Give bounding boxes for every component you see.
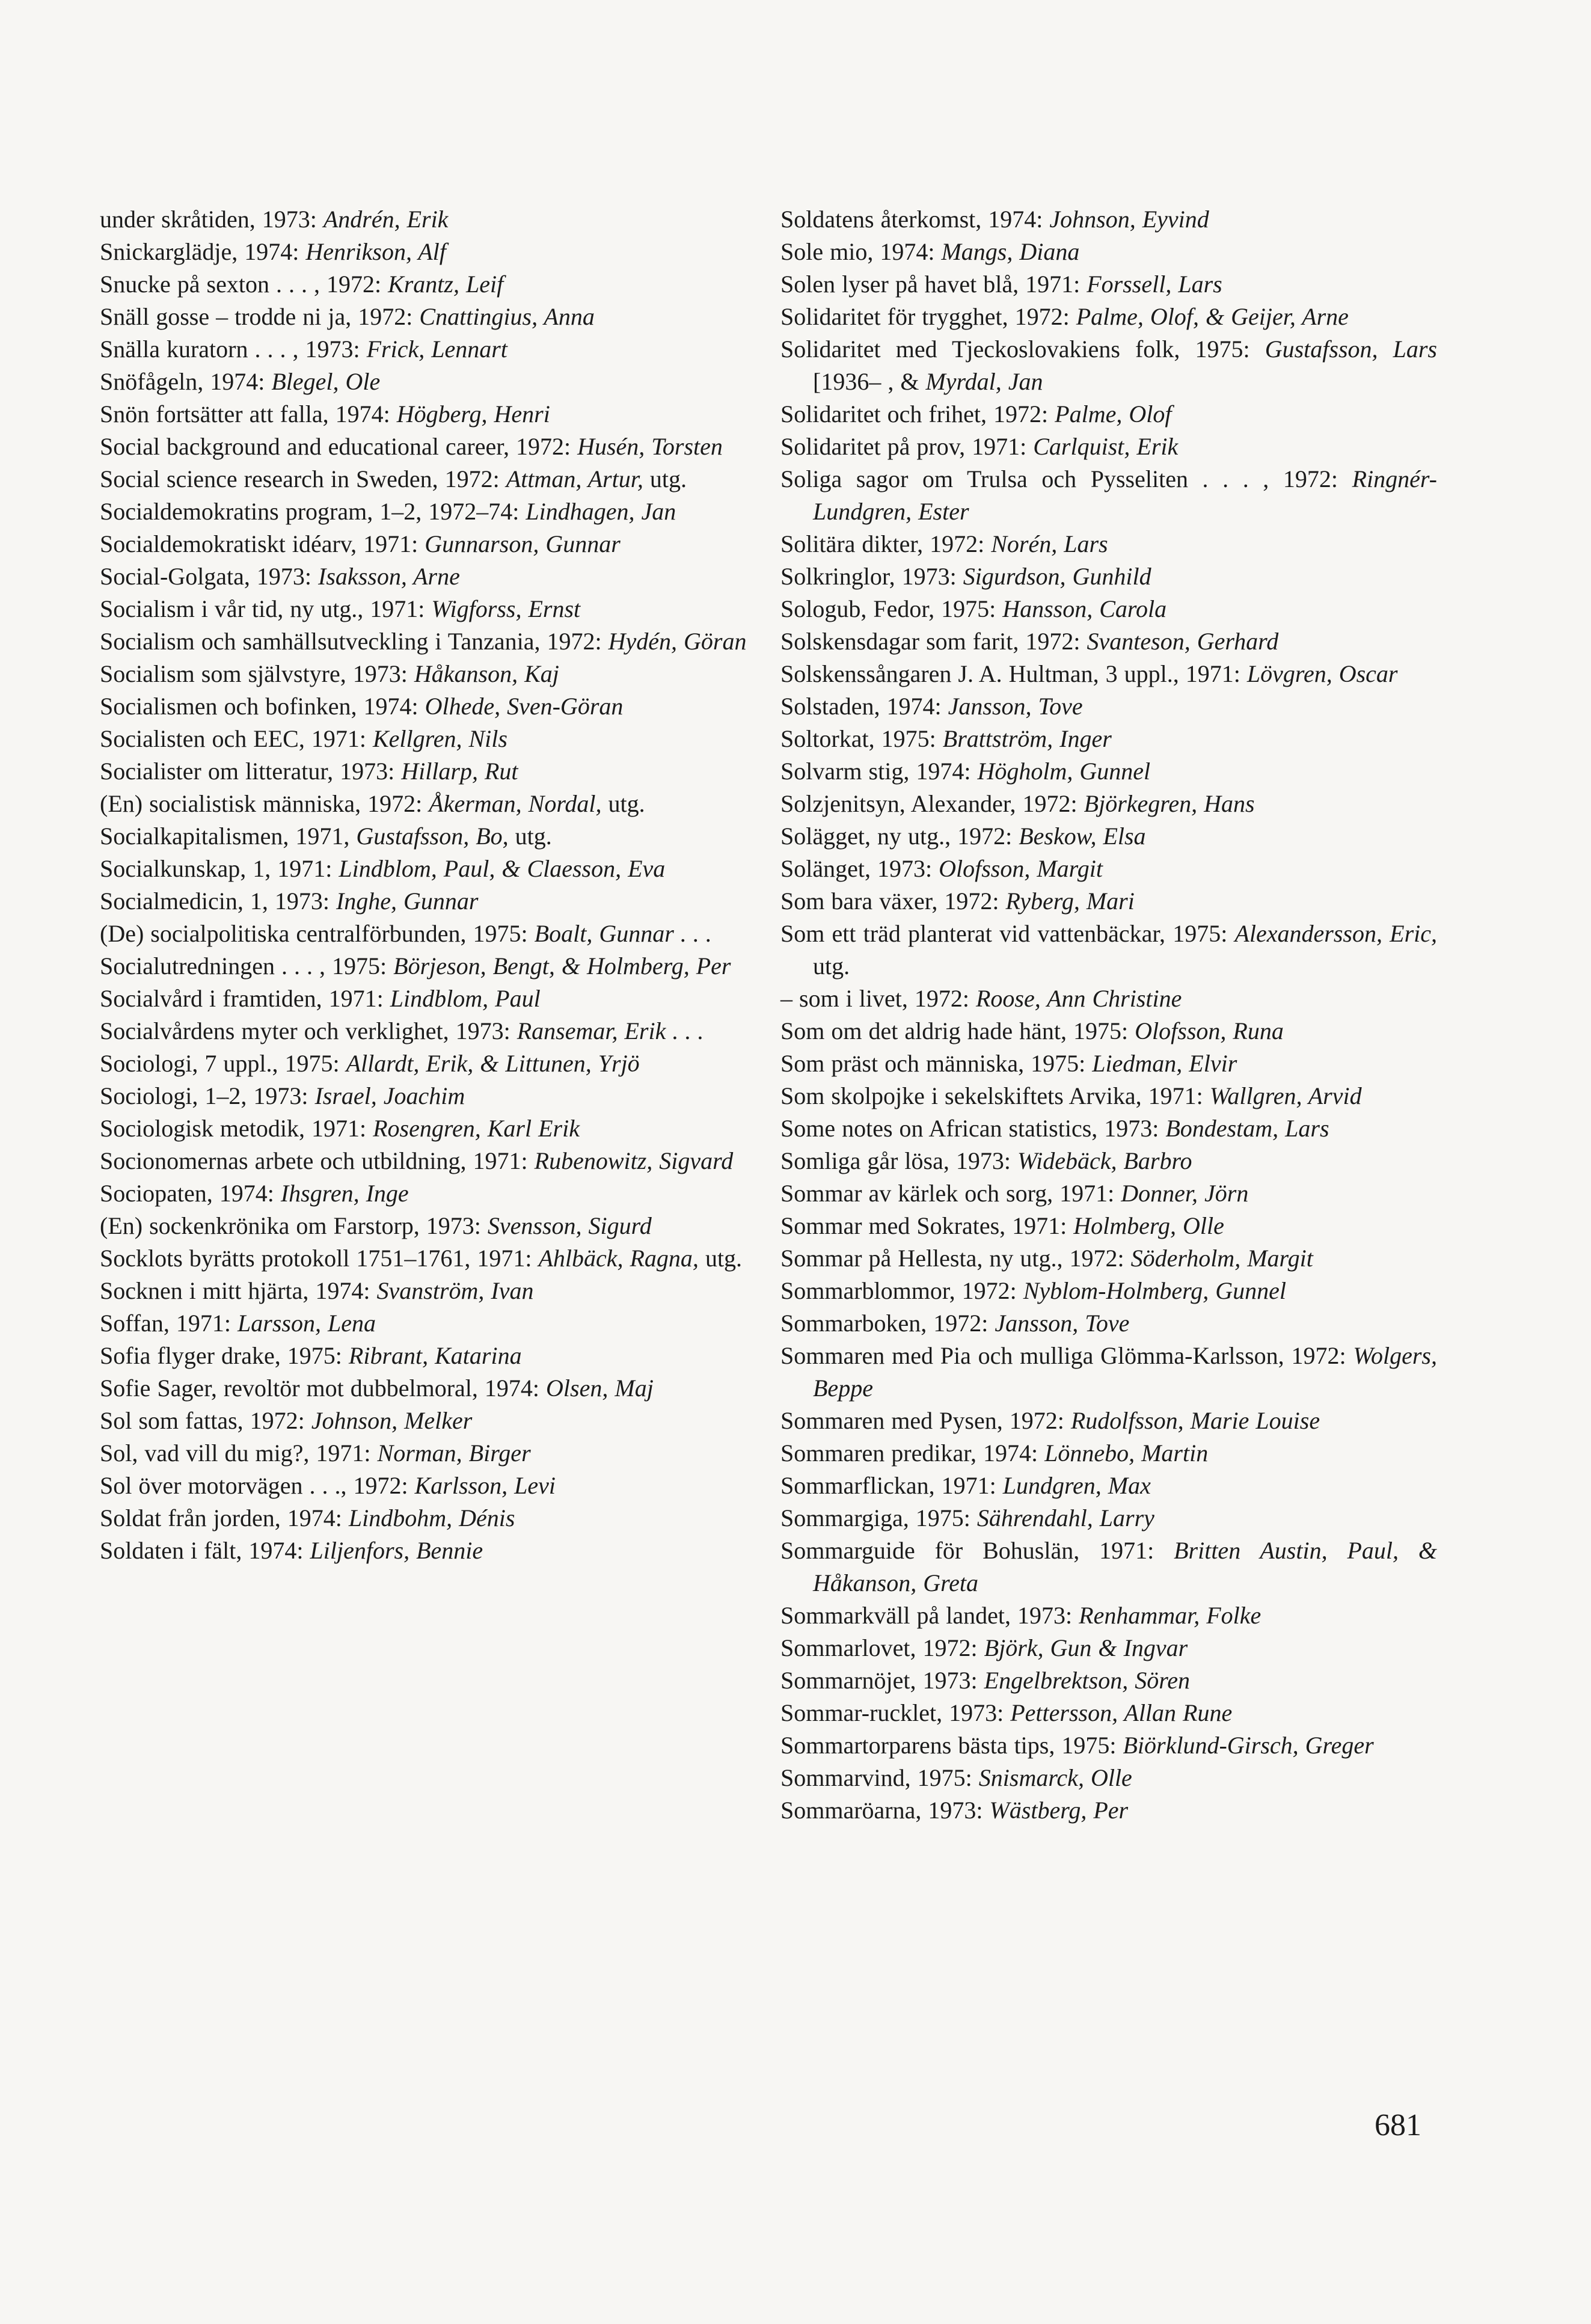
index-entry [100, 1307, 756, 1340]
index-entry [100, 1437, 756, 1470]
entry-author: Engelbrektson, Sören [984, 1667, 1191, 1694]
index-entry [780, 983, 1437, 1015]
entry-author: Hillarp, Rut [401, 758, 518, 785]
index-entry [780, 690, 1437, 723]
entry-title: Sociopaten, 1974: [100, 1180, 281, 1207]
entry-author: Ryberg, Mari [1005, 888, 1135, 915]
entry-author: Ringnér-Lundgren, Ester [813, 465, 1437, 525]
entry-author: Sigurdson, Gunhild [963, 563, 1151, 590]
index-entry [780, 301, 1437, 333]
entry-title: Socialkunskap, 1, 1971: [100, 855, 339, 882]
entry-author: Olofsson, Margit [939, 855, 1103, 882]
index-entry [100, 918, 756, 950]
entry-title: Sommaren predikar, 1974: [780, 1439, 1045, 1467]
index-entry [780, 1470, 1437, 1502]
entry-title: Sommaren med Pia och mulliga Glömma-Karlsson, 1972: [780, 1342, 1353, 1369]
index-entry [100, 1470, 756, 1502]
index-entry [100, 1080, 756, 1112]
entry-author: Bondestam, Lars [1165, 1115, 1329, 1142]
entry-title: Sole mio, 1974: [780, 238, 942, 265]
entry-title: Sommar av kärlek och sorg, 1971: [780, 1180, 1121, 1207]
entry-author: Snismarck, Olle [978, 1764, 1132, 1791]
entry-author: Myrdal, Jan [925, 368, 1043, 395]
entry-title: Some notes on African statistics, 1973: [780, 1115, 1166, 1142]
index-entry [780, 1047, 1437, 1080]
entry-title: Sommarflickan, 1971: [780, 1472, 1003, 1499]
index-entry [780, 1599, 1437, 1632]
entry-author: Jansson, Tove [948, 693, 1083, 720]
entry-title: Sommar på Hellesta, ny utg., 1972: [780, 1245, 1131, 1272]
entry-title: Socknen i mitt hjärta, 1974: [100, 1277, 377, 1304]
entry-author: Lindblom, Paul [390, 985, 541, 1012]
entry-title: Soltorkat, 1975: [780, 725, 943, 752]
entry-title: Socialism som självstyre, 1973: [100, 660, 414, 687]
entry-author: Ahlbäck, Ragna, [538, 1245, 699, 1272]
entry-author: Högberg, Henri [396, 400, 550, 428]
index-entry [100, 431, 756, 463]
index-entry [100, 788, 756, 820]
index-entry [100, 690, 756, 723]
entry-title: Socialvård i framtiden, 1971: [100, 985, 390, 1012]
entry-title: Som ett träd planterat vid vattenbäckar, 1975: [780, 920, 1235, 947]
index-entry [780, 1145, 1437, 1177]
index-entry [100, 755, 756, 788]
entry-author: Ransemar, Erik . . . [517, 1017, 704, 1044]
entry-author: Åkerman, Nordal, [429, 790, 602, 817]
index-entry [100, 398, 756, 431]
entry-title: Sofia flyger drake, 1975: [100, 1342, 349, 1369]
entry-author: Britten Austin, Paul, & Håkanson, Greta [813, 1537, 1437, 1596]
index-entry [100, 528, 756, 560]
index-entry [100, 853, 756, 885]
entry-author: Wigforss, Ernst [431, 595, 581, 622]
entry-author: Wästberg, Per [989, 1797, 1129, 1824]
entry-title: Socialism och samhällsutveckling i Tanzania, 1972: [100, 628, 609, 655]
index-entry [780, 658, 1437, 690]
entry-author: Isaksson, Arne [318, 563, 460, 590]
entry-author: Brattström, Inger [942, 725, 1112, 752]
index-entry [100, 1340, 756, 1372]
index-entry [780, 1729, 1437, 1762]
entry-title: Soliga sagor om Trulsa och Pysseliten . . . , 1972: [780, 465, 1352, 492]
entry-author: Lönnebo, Martin [1044, 1439, 1209, 1467]
entry-title: Snön fortsätter att falla, 1974: [100, 400, 397, 428]
index-entry [780, 268, 1437, 301]
entry-author: Attman, Artur, [506, 465, 643, 492]
entry-title: Socialdemokratins program, 1–2, 1972–74: [100, 498, 526, 525]
entry-author: Rosengren, Karl Erik [373, 1115, 580, 1142]
entry-title: Solidaritet med Tjeckoslovakiens folk, 1975: [780, 336, 1265, 363]
entry-author: Forssell, Lars [1087, 271, 1222, 298]
entry-author: Renhammar, Folke [1079, 1602, 1261, 1629]
entry-author: Börjeson, Bengt, & Holmberg, Per [393, 952, 731, 980]
index-entry [780, 1307, 1437, 1340]
entry-title: Social science research in Sweden, 1972: [100, 465, 506, 492]
entry-title: Sol över motorvägen . . ., 1972: [100, 1472, 415, 1499]
entry-author: Inghe, Gunnar [336, 888, 479, 915]
entry-author: Söderholm, Margit [1130, 1245, 1313, 1272]
entry-title: Solidaritet och frihet, 1972: [780, 400, 1055, 428]
entry-author: Johnson, Eyvind [1049, 206, 1209, 233]
index-column-left [100, 203, 756, 1567]
entry-author: Gustafsson, Bo, [356, 823, 509, 850]
index-entry [100, 1145, 756, 1177]
entry-author: Allardt, Erik, & Littunen, Yrjö [346, 1050, 640, 1077]
index-entry [100, 560, 756, 593]
entry-author: Krantz, Leif [388, 271, 504, 298]
entry-title: Sommarvind, 1975: [780, 1764, 979, 1791]
entry-author: Håkanson, Kaj [414, 660, 559, 687]
entry-author: Ribrant, Katarina [348, 1342, 522, 1369]
entry-author: Wallgren, Arvid [1209, 1082, 1362, 1109]
entry-title: (En) socialistisk människa, 1972: [100, 790, 429, 817]
entry-author: Kellgren, Nils [372, 725, 507, 752]
index-entry [780, 1632, 1437, 1664]
entry-title: – som i livet, 1972: [780, 985, 976, 1012]
index-entry [780, 1762, 1437, 1794]
index-entry [780, 1177, 1437, 1210]
entry-author: Hansson, Carola [1002, 595, 1167, 622]
entry-title: Sociologi, 7 uppl., 1975: [100, 1050, 346, 1077]
entry-author: Johnson, Melker [311, 1407, 473, 1434]
index-entry [780, 236, 1437, 268]
index-entry [780, 1080, 1437, 1112]
index-entry [780, 1664, 1437, 1697]
index-entry [780, 1275, 1437, 1307]
entry-suffix: utg. [508, 823, 552, 850]
entry-author: Rudolfsson, Marie Louise [1070, 1407, 1320, 1434]
entry-title: Socialutredningen . . . , 1975: [100, 952, 394, 980]
entry-title: Sol som fattas, 1972: [100, 1407, 311, 1434]
entry-title: Socialdemokratiskt idéarv, 1971: [100, 530, 425, 557]
index-entry [780, 625, 1437, 658]
entry-author: Norén, Lars [991, 530, 1108, 557]
entry-author: Gunnarson, Gunnar [425, 530, 621, 557]
entry-title: Sologub, Fedor, 1975: [780, 595, 1003, 622]
entry-author: Husén, Torsten [577, 433, 723, 460]
entry-title: Solägget, ny utg., 1972: [780, 823, 1019, 850]
entry-suffix: utg. [601, 790, 645, 817]
entry-title: under skråtiden, 1973: [100, 206, 323, 233]
entry-author: Wolgers, Beppe [813, 1342, 1437, 1402]
index-entry [100, 1275, 756, 1307]
index-entry [100, 463, 756, 495]
entry-author: Karlsson, Levi [414, 1472, 556, 1499]
index-entry [100, 625, 756, 658]
entry-title: Sol, vad vill du mig?, 1971: [100, 1439, 378, 1467]
entry-author: Henrikson, Alf [305, 238, 446, 265]
entry-author: Gustafsson, Lars [1265, 336, 1437, 363]
index-entry [780, 463, 1437, 528]
entry-author: Donner, Jörn [1121, 1180, 1249, 1207]
entry-title: Som bara växer, 1972: [780, 888, 1006, 915]
entry-author: Holmberg, Olle [1073, 1212, 1224, 1239]
entry-suffix: utg. [813, 952, 850, 980]
index-entry [780, 1697, 1437, 1729]
entry-author: Högholm, Gunnel [977, 758, 1151, 785]
entry-title: Socialkapitalismen, 1971, [100, 823, 357, 850]
index-entry [780, 723, 1437, 755]
index-entry [100, 203, 756, 236]
index-column-right [780, 203, 1437, 1827]
index-entry [780, 1210, 1437, 1242]
entry-title: Sommarblommor, 1972: [780, 1277, 1023, 1304]
entry-title: Sommarkväll på landet, 1973: [780, 1602, 1079, 1629]
index-entry [780, 1242, 1437, 1275]
index-entry [100, 723, 756, 755]
entry-author: Andrén, Erik [323, 206, 449, 233]
index-entry [100, 236, 756, 268]
index-entry [780, 1340, 1437, 1405]
entry-author: Widebäck, Barbro [1017, 1147, 1192, 1174]
index-entry [100, 1535, 756, 1567]
index-entry [100, 885, 756, 918]
entry-author: Lindbohm, Dénis [348, 1504, 515, 1531]
entry-author: Pettersson, Allan Rune [1010, 1699, 1233, 1726]
index-entry [780, 1112, 1437, 1145]
index-entry [100, 950, 756, 983]
entry-title: Socialvårdens myter och verklighet, 1973: [100, 1017, 517, 1044]
entry-title: Snöfågeln, 1974: [100, 368, 272, 395]
entry-author: Björk, Gun & Ingvar [984, 1634, 1188, 1661]
entry-author: Biörklund-Girsch, Greger [1123, 1732, 1374, 1759]
index-entry [780, 885, 1437, 918]
entry-note: [1936– , & [813, 368, 926, 395]
index-entry [100, 1112, 756, 1145]
entry-title: Som om det aldrig hade hänt, 1975: [780, 1017, 1135, 1044]
entry-title: Solvarm stig, 1974: [780, 758, 978, 785]
index-entry [780, 1794, 1437, 1827]
entry-title: (En) sockenkrönika om Farstorp, 1973: [100, 1212, 488, 1239]
index-entry [100, 593, 756, 625]
entry-author: Israel, Joachim [314, 1082, 465, 1109]
entry-title: Snälla kuratorn . . . , 1973: [100, 336, 367, 363]
index-entry [100, 1405, 756, 1437]
entry-title: Sommarguide för Bohuslän, 1971: [780, 1537, 1174, 1564]
index-entry [100, 495, 756, 528]
index-entry [780, 1502, 1437, 1535]
entry-suffix: utg. [643, 465, 687, 492]
entry-author: Svanström, Ivan [376, 1277, 534, 1304]
entry-author: Nyblom-Holmberg, Gunnel [1023, 1277, 1286, 1304]
index-entry [780, 333, 1437, 398]
index-entry [780, 1437, 1437, 1470]
entry-title: Sommartorparens bästa tips, 1975: [780, 1732, 1123, 1759]
entry-title: Som präst och människa, 1975: [780, 1050, 1093, 1077]
entry-title: Solzjenitsyn, Alexander, 1972: [780, 790, 1084, 817]
index-entry [780, 398, 1437, 431]
entry-title: Snucke på sexton . . . , 1972: [100, 271, 388, 298]
entry-author: Hydén, Göran [608, 628, 747, 655]
entry-author: Olsen, Maj [546, 1375, 654, 1402]
index-entry [100, 301, 756, 333]
entry-title: Somliga går lösa, 1973: [780, 1147, 1017, 1174]
entry-author: Palme, Olof [1055, 400, 1172, 428]
entry-title: Sommarnöjet, 1973: [780, 1667, 984, 1694]
entry-title: Snickarglädje, 1974: [100, 238, 306, 265]
entry-title: Socialisten och EEC, 1971: [100, 725, 373, 752]
entry-title: Solkringlor, 1973: [780, 563, 963, 590]
entry-author: Lindhagen, Jan [526, 498, 676, 525]
entry-title: Solstaden, 1974: [780, 693, 948, 720]
entry-title: Socialism i vår tid, ny utg., 1971: [100, 595, 432, 622]
entry-author: Liljenfors, Bennie [310, 1537, 483, 1564]
entry-title: Solskenssångaren J. A. Hultman, 3 uppl., 1971: [780, 660, 1247, 687]
entry-author: Mangs, Diana [941, 238, 1080, 265]
entry-author: Norman, Birger [377, 1439, 531, 1467]
entry-title: Soldaten i fält, 1974: [100, 1537, 310, 1564]
index-entry [100, 1177, 756, 1210]
index-entry [780, 431, 1437, 463]
index-entry [100, 983, 756, 1015]
index-entry [780, 1405, 1437, 1437]
index-entry [780, 560, 1437, 593]
entry-title: Sofie Sager, revoltör mot dubbelmoral, 1974: [100, 1375, 547, 1402]
entry-title: Sommar med Sokrates, 1971: [780, 1212, 1074, 1239]
entry-author: Beskow, Elsa [1019, 823, 1146, 850]
entry-author: Liedman, Elvir [1092, 1050, 1237, 1077]
entry-title: Solen lyser på havet blå, 1971: [780, 271, 1087, 298]
index-entry [780, 853, 1437, 885]
index-entry [100, 268, 756, 301]
entry-title: Sommargiga, 1975: [780, 1504, 977, 1531]
entry-title: Solänget, 1973: [780, 855, 939, 882]
entry-author: Palme, Olof, & Geijer, Arne [1076, 303, 1349, 330]
index-entry [780, 755, 1437, 788]
entry-title: Soffan, 1971: [100, 1310, 238, 1337]
entry-author: Jansson, Tove [995, 1310, 1130, 1337]
index-entry [780, 593, 1437, 625]
entry-title: Socklots byrätts protokoll 1751–1761, 1971: [100, 1245, 539, 1272]
index-entry [100, 1047, 756, 1080]
entry-title: Sommaröarna, 1973: [780, 1797, 990, 1824]
entry-title: Socialmedicin, 1, 1973: [100, 888, 336, 915]
index-entry [100, 1242, 756, 1275]
index-entry [780, 788, 1437, 820]
entry-title: Solitära dikter, 1972: [780, 530, 992, 557]
entry-suffix: utg. [698, 1245, 743, 1272]
entry-author: Rubenowitz, Sigvard [534, 1147, 734, 1174]
entry-title: Sommaren med Pysen, 1972: [780, 1407, 1071, 1434]
entry-title: Sommarlovet, 1972: [780, 1634, 984, 1661]
index-entry [780, 918, 1437, 983]
entry-title: Som skolpojke i sekelskiftets Arvika, 1971: [780, 1082, 1210, 1109]
entry-title: Solidaritet på prov, 1971: [780, 433, 1034, 460]
entry-title: Solskensdagar som farit, 1972: [780, 628, 1087, 655]
index-entry [100, 366, 756, 398]
entry-title: Social-Golgata, 1973: [100, 563, 319, 590]
entry-author: Björkegren, Hans [1084, 790, 1255, 817]
entry-author: Lundgren, Max [1002, 1472, 1151, 1499]
index-entry [780, 203, 1437, 236]
entry-author: Blegel, Ole [271, 368, 381, 395]
entry-title: Sommarboken, 1972: [780, 1310, 995, 1337]
index-entry [780, 1015, 1437, 1047]
entry-title: Socialister om litteratur, 1973: [100, 758, 402, 785]
entry-author: Svensson, Sigurd [487, 1212, 652, 1239]
entry-author: Olhede, Sven-Göran [425, 693, 624, 720]
index-entry [100, 820, 756, 853]
entry-author: Lövgren, Oscar [1246, 660, 1398, 687]
entry-author: Olofsson, Runa [1135, 1017, 1284, 1044]
entry-title: Sociologisk metodik, 1971: [100, 1115, 373, 1142]
entry-author: Boalt, Gunnar . . . [534, 920, 712, 947]
index-entry [100, 1502, 756, 1535]
entry-author: Cnattingius, Anna [419, 303, 595, 330]
entry-author: Ihsgren, Inge [280, 1180, 409, 1207]
entry-title: (De) socialpolitiska centralförbunden, 1975: [100, 920, 535, 947]
index-entry [780, 528, 1437, 560]
index-entry [780, 820, 1437, 853]
entry-title: Socionomernas arbete och utbildning, 1971: [100, 1147, 535, 1174]
index-entry [100, 333, 756, 366]
index-entry [100, 1210, 756, 1242]
entry-title: Sociologi, 1–2, 1973: [100, 1082, 315, 1109]
entry-author: Lindblom, Paul, & Claesson, Eva [339, 855, 666, 882]
entry-author: Alexandersson, Eric, [1234, 920, 1438, 947]
entry-author: Frick, Lennart [366, 336, 507, 363]
index-entry [100, 658, 756, 690]
entry-author: Svanteson, Gerhard [1087, 628, 1279, 655]
entry-author: Sährendahl, Larry [976, 1504, 1154, 1531]
entry-title: Snäll gosse – trodde ni ja, 1972: [100, 303, 420, 330]
entry-author: Larsson, Lena [238, 1310, 376, 1337]
page-number: 681 [1375, 2108, 1421, 2142]
index-entry [780, 1535, 1437, 1599]
entry-title: Sommar-rucklet, 1973: [780, 1699, 1011, 1726]
index-entry [100, 1015, 756, 1047]
entry-author: Roose, Ann Christine [976, 985, 1182, 1012]
entry-title: Solidaritet för trygghet, 1972: [780, 303, 1076, 330]
entry-title: Social background and educational career, 1972: [100, 433, 578, 460]
entry-title: Soldat från jorden, 1974: [100, 1504, 349, 1531]
index-entry [100, 1372, 756, 1405]
entry-author: Carlquist, Erik [1033, 433, 1179, 460]
entry-title: Socialismen och bofinken, 1974: [100, 693, 425, 720]
entry-title: Soldatens återkomst, 1974: [780, 206, 1050, 233]
